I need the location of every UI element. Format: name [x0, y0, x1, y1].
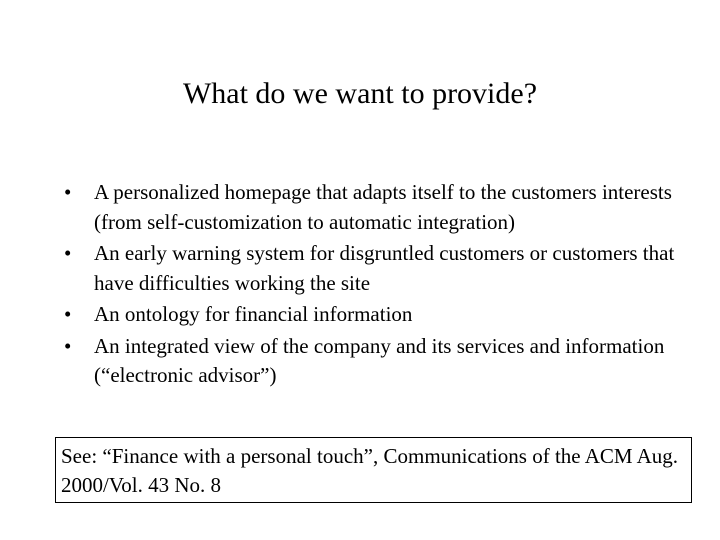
bullet-text: An early warning system for disgruntled customers or customers that have difficulties working the site: [94, 241, 675, 295]
bullet-icon: •: [64, 180, 72, 204]
list-item: [60, 239, 700, 298]
bullet-text: A personalized homepage that adapts itself to the customers interests (from self-customization to automatic integration): [94, 180, 672, 234]
list-item: [60, 332, 700, 391]
bullet-icon: •: [64, 302, 72, 326]
slide-title: What do we want to provide?: [182, 77, 538, 110]
bullet-list: [60, 178, 700, 393]
bullet-text: An ontology for financial information: [94, 302, 413, 326]
list-item: [60, 300, 700, 330]
reference-box: See: “Finance with a personal touch”, Communications of the ACM Aug. 2000/Vol. 43 No. 8: [55, 437, 692, 503]
list-item: [60, 178, 700, 237]
bullet-icon: •: [64, 241, 72, 265]
bullet-text: An integrated view of the company and its services and information (“electronic advisor”): [94, 333, 665, 387]
bullet-icon: •: [64, 333, 72, 358]
